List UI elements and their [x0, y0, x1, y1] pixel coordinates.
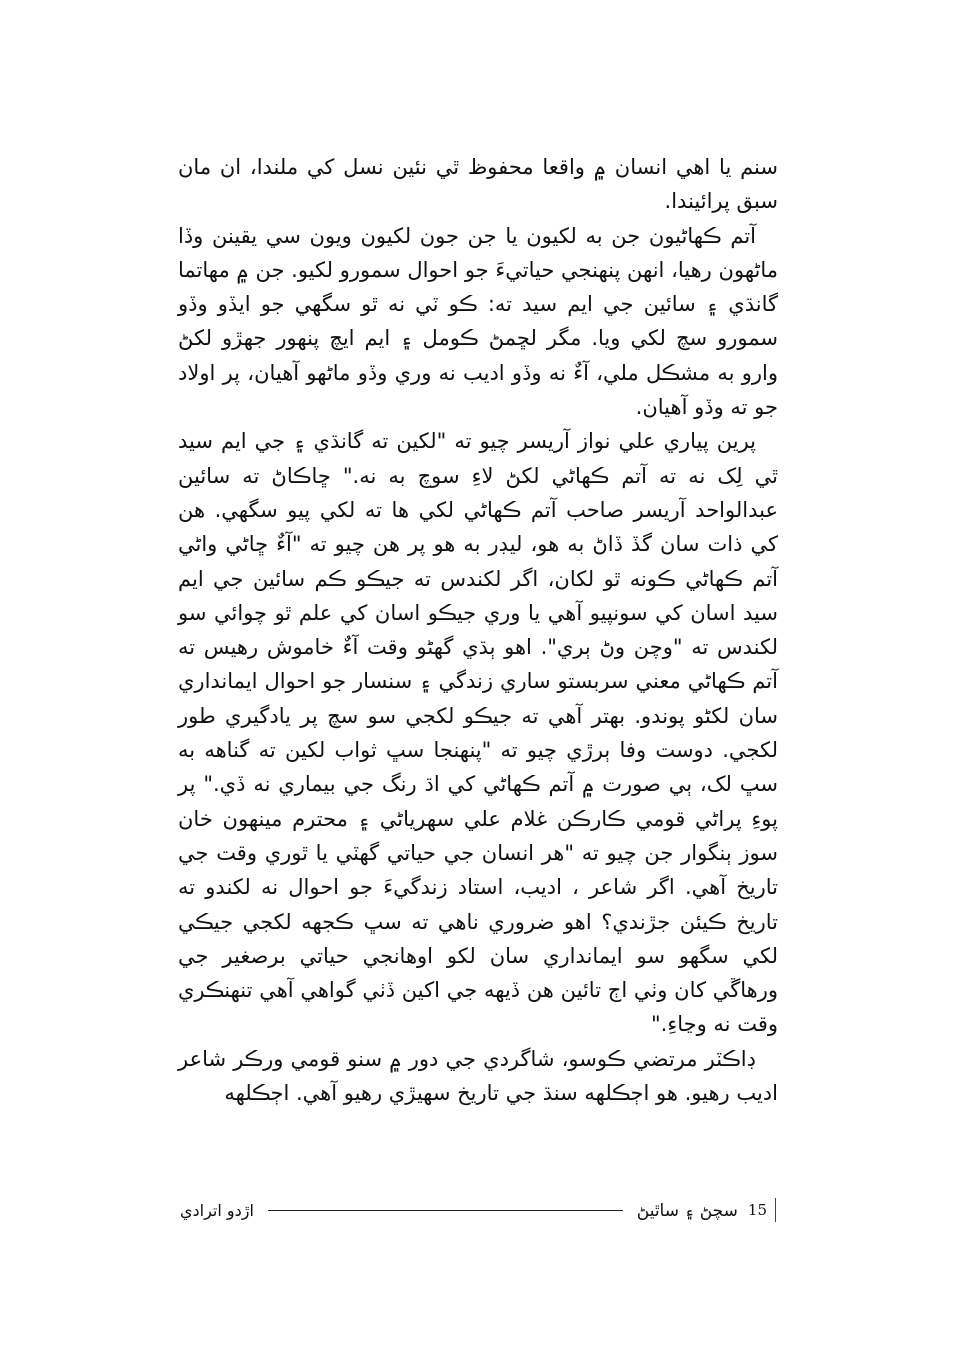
page-number: 15 [748, 1198, 776, 1222]
paragraph-2: آتم ڪهاڻيون جن به لکيون يا جن جون لکيون ويون سي يقينن وڏا ماڻهون رهيا، انهن پنهنجي حياتيءَ جو احوال سمورو لکيو. جن ۾ مهاتما گانڌي ۽ سائين جي ايم سيد ته: ڪو ٽي نه ٿو سگهي جو ايڏو وڏو سمورو سچ لکي ويا. مگر لڇمڻ ڪومل ۽ ايم ايچ پنهور جهڙو لکڻ وارو به مشڪل ملي، آءٌ نه وڏو اديب نه وري وڏو ماڻهو آهيان، پر اولاد جو ته وڏو آهيان. [178, 223, 778, 420]
footer-divider [268, 1210, 623, 1211]
paragraph-3: پرين پياري علي نواز آريسر چيو ته "لکين ته گانڌي ۽ جي ايم سيد ٿي لِک نه ته آتم ڪهاڻي لکڻ لاءِ سوچ به نه." ڇاڪاڻ ته سائين عبدالواحد آريسر صاحب آتم ڪهاڻي لکي ها ته لکي پيو سگهي. هن کي ذات سان گڏ ڏاڻ به هو، ليڊر به هو پر هن چيو ته "آءٌ ڇاڻي واڻي آتم ڪهاڻي ڪونه ٿو لکان، اگر لکندس ته جيڪو ڪم سائين جي ايم سيد اسان کي سونپيو آهي يا وري جيڪو اسان کي علم ٿو چوائي سو لکندس ته "وچن وڻ ٻري". اهو ٻڌي گهڻو وقت آءٌ خاموش رهيس ته آتم ڪهاڻي معني سربستو ساري زندگي ۽ سنسار جو احوال ايمانداري سان لکڻو پوندو. بهتر آهي ته جيڪو لکجي سو سچ پر يادگيري طور لکجي. دوست وفا ٻرڙي چيو ته "پنهنجا سڀ ثواب لکين ته گناهه به سڀ لک، ٻي صورت ۾ آتم ڪهاڻي کي اڌ رنگ جي بيماري نه ڏي." پر پوءِ پراڻي قومي ڪارڪن غلام علي سهرياڻي ۽ محترم مينهون خان سوز ٻنگوار جن چيو ته "هر انسان جي حياتي گهٽي يا ٿوري وقت جي تاريخ آهي. اگر شاعر ، اديب، استاد زندگيءَ جو احوال نه لکندو ته تاريخ ڪيئن جڙندي؟ اهو ضروري ناهي ته سڀ ڪجهه لکجي جيڪي لکي سگهو سو ايمانداري سان لکو اوهانجي حياتي برصغير جي ورهاڱي کان وٺي اڄ تائين هن ڏيهه جي اکين ڏٺي گواهي آهي تنهنڪري وقت نه وڃاءِ." [178, 429, 778, 1037]
body-text [178, 150, 778, 1110]
page-footer [180, 1196, 776, 1224]
publisher-name: اڙدو اترادي [180, 1200, 254, 1220]
book-title: سچڻ ۽ ساٿيڻ [636, 1200, 738, 1221]
paragraph-1: سنم يا اهي انسان ۾ واقعا محفوظ ٿي نئين نسل کي ملندا، ان مان سبق پرائيندا. [178, 155, 778, 214]
paragraph-4: ڊاڪٽر مرتضي ڪوسو، شاگردي جي دور ۾ سنو قومي ورڪر شاعر اديب رهيو. هو اڄڪلهه سنڌ جي تاريخ سهيڙي رهيو آهي. اڄڪلهه [178, 1046, 778, 1106]
